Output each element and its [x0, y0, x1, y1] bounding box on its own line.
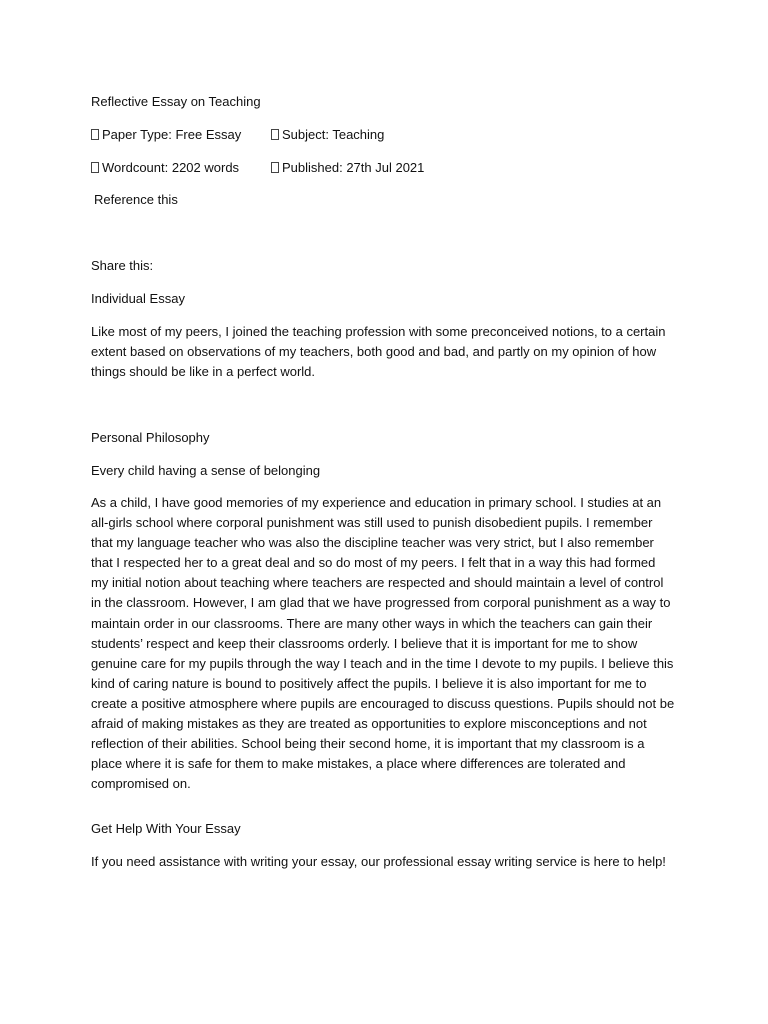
intro-paragraph: Like most of my peers, I joined the teaching profession with some preconceived notions, to a certain extent based on observations of my teachers, both good and bad, and partly on my opinion of how things should be like in a perfect world. — [91, 324, 666, 380]
document-title: Reflective Essay on Teaching — [91, 94, 261, 109]
share-label: Share this: — [91, 258, 154, 273]
reference-link[interactable]: Reference this — [94, 192, 178, 207]
section-heading-get-help: Get Help With Your Essay — [91, 821, 241, 836]
missing-glyph-icon — [91, 162, 99, 173]
meta-row-1 — [91, 125, 681, 145]
help-paragraph: If you need assistance with writing your essay, our professional essay writing service is here to help! — [91, 854, 666, 869]
section-heading-personal-philosophy: Personal Philosophy — [91, 430, 210, 445]
subject-field — [271, 125, 384, 145]
missing-glyph-icon — [91, 129, 99, 140]
subject-label: Subject: Teaching — [282, 127, 385, 142]
section-subheading: Every child having a sense of belonging — [91, 463, 321, 478]
section-heading-individual-essay: Individual Essay — [91, 291, 185, 306]
wordcount-label: Wordcount: 2202 words — [102, 160, 240, 175]
paper-type-label: Paper Type: Free Essay — [102, 127, 242, 142]
philosophy-paragraph: As a child, I have good memories of my experience and education in primary school. I studies at an all-girls school where corporal punishment was still used to punish disobedient pupils. I remember that my language teacher who was also the discipline teacher was very strict, but I also remember that I respected her to a great deal and so do most of my peers. I felt that in a way this had formed my initial notion about teaching where teachers are respected and should maintain a level of control in the classroom. However, I am glad that we have progressed from corporal punishment as a way to maintain order in our classrooms. There are many other ways in which the teachers can gain their students’ respect and keep their classrooms orderly. I believe that it is important for me to show genuine care for my pupils through the way I teach and in the time I devote to my pupils. I believe this kind of caring nature is bound to positively affect the pupils. I believe it is also important for me to create a positive atmosphere where pupils are encouraged to discuss questions. Pupils should not be afraid of making mistakes as they are treated as opportunities to explore misconceptions and not reflection of their abilities. School being their second home, it is important that my classroom is a place where it is safe for them to make mistakes, a place where differences are tolerated and compromised on. — [91, 495, 675, 792]
published-field — [271, 158, 424, 178]
wordcount-field — [91, 160, 239, 175]
missing-glyph-icon — [271, 162, 279, 173]
paper-type-field — [91, 127, 241, 142]
meta-row-2 — [91, 158, 681, 178]
published-label: Published: 27th Jul 2021 — [282, 160, 425, 175]
missing-glyph-icon — [271, 129, 279, 140]
